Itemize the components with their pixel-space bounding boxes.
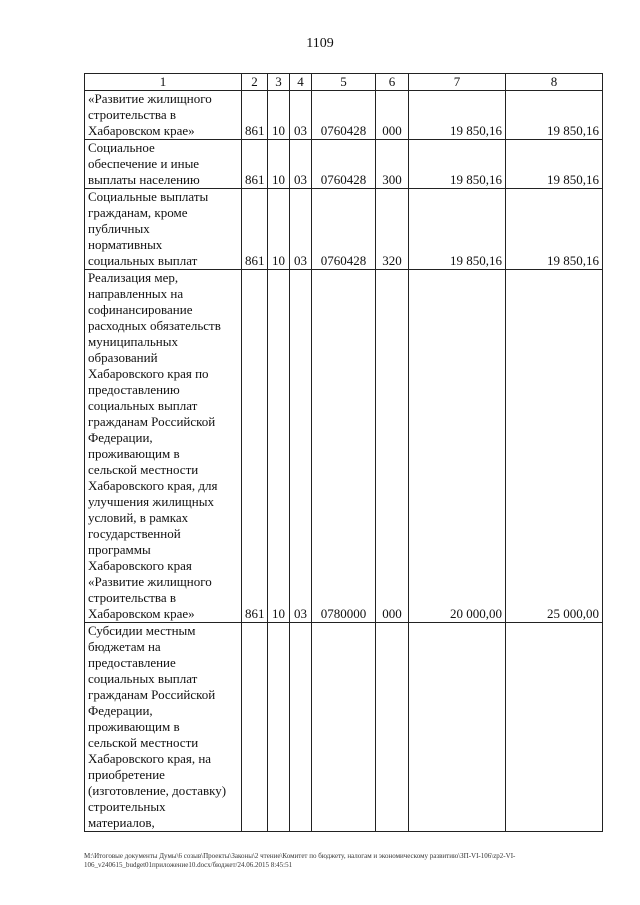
description-line: строительства в — [88, 107, 177, 122]
description-line: проживающим в — [88, 446, 180, 461]
row-code-subsection: 03 — [290, 270, 312, 623]
row-description — [85, 91, 242, 140]
description-line: Хабаровском крае» — [88, 606, 195, 621]
row-code-section: 10 — [268, 270, 290, 623]
header-col-4: 4 — [290, 74, 312, 91]
description-line: Субсидии местным — [88, 623, 196, 638]
description-line: расходных обязательств — [88, 318, 221, 333]
row-code-section — [268, 623, 290, 832]
row-amount-year-1: 19 850,16 — [409, 189, 506, 270]
description-line: Социальное — [88, 140, 155, 155]
description-line: Федерации, — [88, 703, 153, 718]
table-body — [85, 91, 603, 832]
row-code-grbs: 861 — [242, 91, 268, 140]
row-code-grbs: 861 — [242, 140, 268, 189]
row-code-subsection: 03 — [290, 140, 312, 189]
row-amount-year-2: 19 850,16 — [506, 140, 603, 189]
header-col-2: 2 — [242, 74, 268, 91]
description-line: социальных выплат — [88, 253, 198, 268]
description-line: образований — [88, 350, 158, 365]
row-code-subsection: 03 — [290, 91, 312, 140]
row-amount-year-2: 19 850,16 — [506, 189, 603, 270]
table-row — [85, 189, 603, 270]
row-description — [85, 189, 242, 270]
description-line: (изготовление, доставку) — [88, 783, 227, 798]
description-line: Хабаровском крае» — [88, 123, 195, 138]
footer-file-path — [84, 852, 604, 870]
description-line: приобретение — [88, 767, 165, 782]
row-amount-year-1 — [409, 623, 506, 832]
page-number: 1109 — [306, 36, 334, 51]
row-code-target: 0760428 — [312, 189, 376, 270]
description-line: направленных на — [88, 286, 184, 301]
description-line: условий, в рамках — [88, 510, 189, 525]
footer-line-2: 106_v240615_budget01приложение10.docx/бюджет/24.06.2015 8:45:51 — [84, 861, 293, 869]
row-code-target: 0760428 — [312, 140, 376, 189]
description-line: гражданам Российской — [88, 414, 216, 429]
row-code-section: 10 — [268, 140, 290, 189]
description-line: Федерации, — [88, 430, 153, 445]
description-line: предоставление — [88, 655, 176, 670]
description-line: строительных — [88, 799, 166, 814]
row-code-grbs: 861 — [242, 270, 268, 623]
header-col-6: 6 — [376, 74, 409, 91]
description-line: предоставлению — [88, 382, 180, 397]
header-col-7: 7 — [409, 74, 506, 91]
header-col-1: 1 — [85, 74, 242, 91]
header-col-3: 3 — [268, 74, 290, 91]
description-line: гражданам Российской — [88, 687, 216, 702]
description-line: программы — [88, 542, 151, 557]
description-line: обеспечение и иные — [88, 156, 200, 171]
header-row — [85, 74, 603, 91]
row-code-target — [312, 623, 376, 832]
description-line: социальных выплат — [88, 398, 198, 413]
row-amount-year-1: 19 850,16 — [409, 140, 506, 189]
footer-line-1: M:\Итоговые документы Думы\6 созыв\Проекты\Законы\2 чтение\Комитет по бюджету, налогам и экономическому развитию\ЗП-VI-106\zp2-VI- — [84, 852, 516, 860]
description-line: «Развитие жилищного — [88, 91, 212, 106]
row-code-section: 10 — [268, 91, 290, 140]
budget-table — [84, 73, 603, 832]
description-line: строительства в — [88, 590, 177, 605]
row-amount-year-1: 19 850,16 — [409, 91, 506, 140]
row-code-section: 10 — [268, 189, 290, 270]
description-line: Реализация мер, — [88, 270, 179, 285]
description-line: софинансирование — [88, 302, 193, 317]
row-description — [85, 623, 242, 832]
row-code-subsection — [290, 623, 312, 832]
description-line: Социальные выплаты — [88, 189, 209, 204]
description-line: проживающим в — [88, 719, 180, 734]
row-amount-year-2: 19 850,16 — [506, 91, 603, 140]
description-line: Хабаровского края по — [88, 366, 209, 381]
row-description — [85, 140, 242, 189]
description-line: Хабаровского края — [88, 558, 192, 573]
description-line: социальных выплат — [88, 671, 198, 686]
header-col-8: 8 — [506, 74, 603, 91]
row-amount-year-1: 20 000,00 — [409, 270, 506, 623]
description-line: сельской местности — [88, 462, 199, 477]
description-line: гражданам, кроме — [88, 205, 188, 220]
table-row — [85, 91, 603, 140]
header-col-5: 5 — [312, 74, 376, 91]
row-code-target: 0760428 — [312, 91, 376, 140]
row-code-grbs — [242, 623, 268, 832]
description-line: Хабаровского края, для — [88, 478, 218, 493]
row-code-expense-type: 000 — [376, 91, 409, 140]
table-row — [85, 140, 603, 189]
description-line: государственной — [88, 526, 181, 541]
description-line: «Развитие жилищного — [88, 574, 212, 589]
row-code-grbs: 861 — [242, 189, 268, 270]
row-amount-year-2: 25 000,00 — [506, 270, 603, 623]
row-code-expense-type: 000 — [376, 270, 409, 623]
description-line: Хабаровского края, на — [88, 751, 212, 766]
table-row — [85, 623, 603, 832]
description-line: улучшения жилищных — [88, 494, 214, 509]
row-code-expense-type: 300 — [376, 140, 409, 189]
row-code-target: 0780000 — [312, 270, 376, 623]
description-line: сельской местности — [88, 735, 199, 750]
description-line: муниципальных — [88, 334, 179, 349]
row-description — [85, 270, 242, 623]
description-line: бюджетам на — [88, 639, 161, 654]
row-code-subsection: 03 — [290, 189, 312, 270]
description-line: публичных — [88, 221, 150, 236]
description-line: нормативных — [88, 237, 163, 252]
row-code-expense-type: 320 — [376, 189, 409, 270]
description-line: материалов, — [88, 815, 155, 830]
table-row — [85, 270, 603, 623]
row-amount-year-2 — [506, 623, 603, 832]
description-line: выплаты населению — [88, 172, 200, 187]
row-code-expense-type — [376, 623, 409, 832]
